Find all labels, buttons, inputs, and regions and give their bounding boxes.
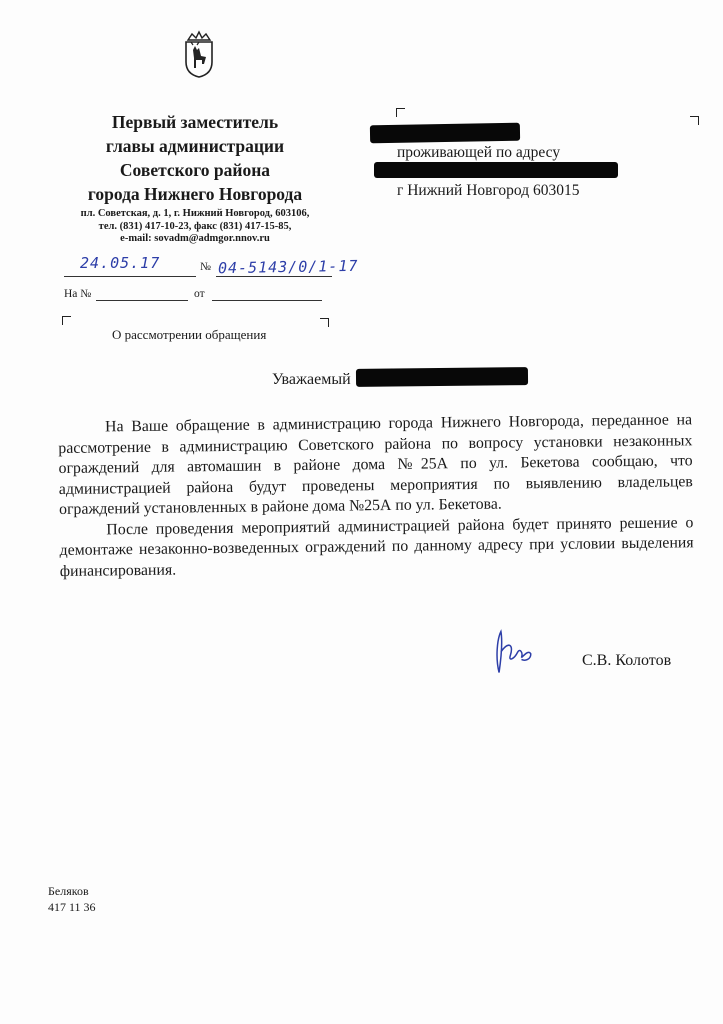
recipient-city-line: г Нижний Новгород 603015 (397, 182, 580, 199)
recipient-residing-line: проживающей по адресу (397, 144, 561, 161)
sender-address-line: тел. (831) 417-10-23, факс (831) 417-15-85, (98, 220, 292, 232)
reference-number-label: На № (64, 288, 92, 300)
signatory-name: С.В. Колотов (582, 652, 672, 669)
registration-number-sign: № (200, 261, 211, 273)
subject-corner-left (62, 316, 71, 325)
executor-name: Беляков (48, 884, 89, 898)
sender-organization (60, 110, 330, 206)
greeting: Уважаемый (272, 371, 351, 388)
registration-number: 04-5143/0/1-17 (217, 256, 359, 278)
sender-org-line: города Нижнего Новгорода (87, 184, 303, 204)
sender-org-line: главы администрации (105, 136, 285, 156)
sender-org-line: Советского района (119, 160, 271, 180)
body-paragraph: После проведения мероприятий администрацией района будет принято решение о демонтаже незаконно-возведенных ограждений по данному адресу при условии выделения финансирования. (59, 513, 694, 580)
redacted-recipient-name (370, 123, 520, 144)
sender-org-line: Первый заместитель (111, 112, 279, 132)
redacted-recipient-address (374, 162, 618, 178)
reference-number-line (96, 288, 188, 301)
subject-line: О рассмотрении обращения (112, 327, 267, 342)
handwritten-signature-icon (486, 624, 542, 680)
sender-address-line: пл. Советская, д. 1, г. Нижний Новгород, 603106, (80, 208, 310, 219)
sender-address (60, 208, 330, 246)
registration-date: 24.05.17 (80, 254, 161, 272)
recipient-corner-left (396, 108, 405, 117)
executor-phone: 417 11 36 (48, 900, 96, 914)
recipient-corner-right (690, 116, 699, 125)
body-paragraph: На Ваше обращение в администрацию города Нижнего Новгорода, переданное на рассмотрение в администрацию Советского района по вопросу установки незаконных ограждений для автомашин в районе дома №25А по ул. Бекетова сообщаю, что администрацией района будут проведены мероприятия по выявлению владельцев ограждений установленных в районе дома №25А по ул. Бекетова. (58, 411, 693, 518)
coat-of-arms-icon (182, 30, 216, 78)
reference-date-line (212, 288, 322, 301)
subject-corner-right (320, 318, 329, 327)
sender-address-line: e-mail: sovadm@admgor.nnov.ru (120, 233, 270, 244)
letter-body (58, 410, 694, 582)
reference-from-label: от (194, 288, 205, 300)
redacted-recipient-greeting-name (356, 367, 528, 387)
